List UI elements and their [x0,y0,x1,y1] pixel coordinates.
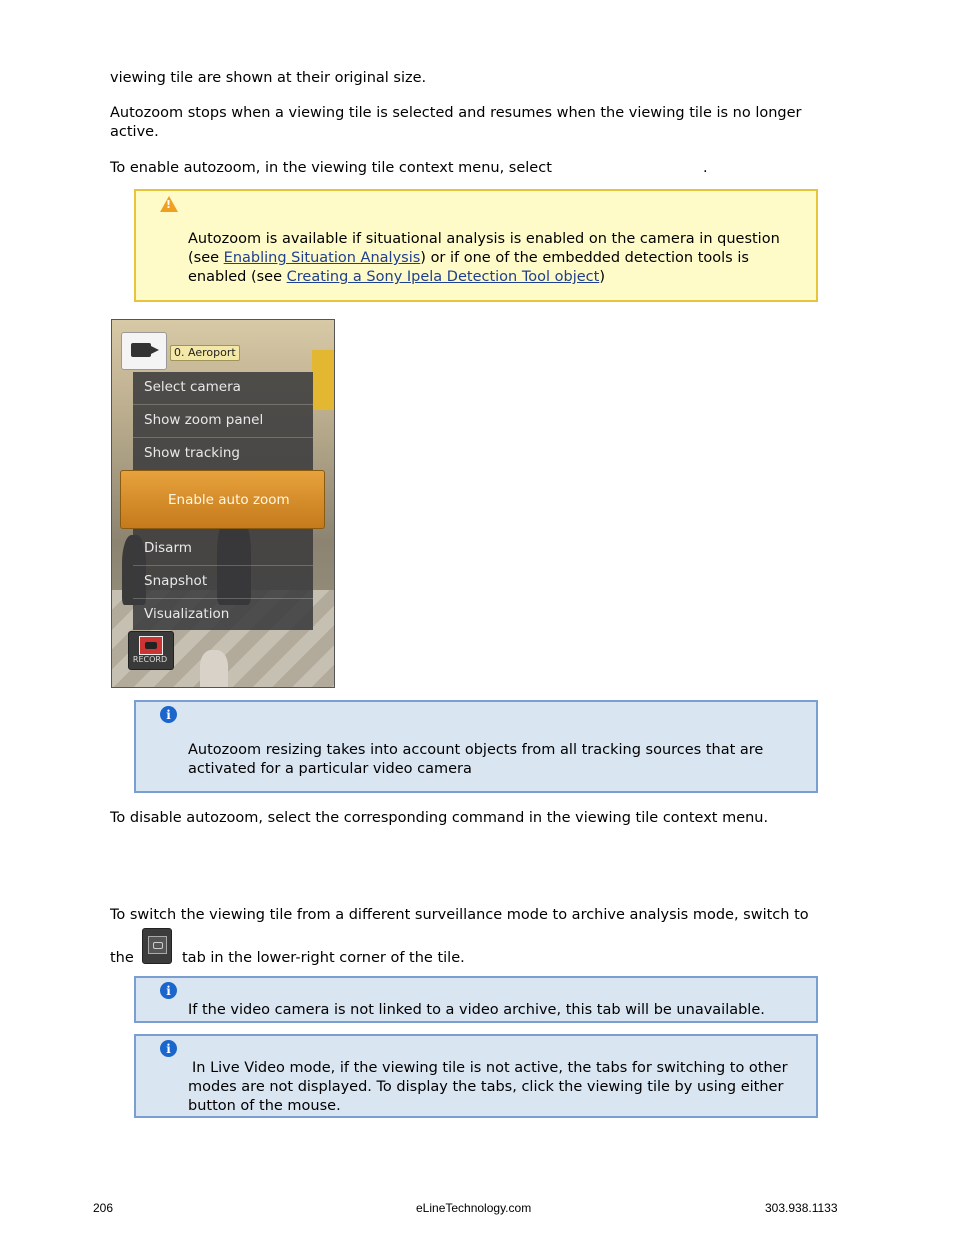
info-icon: i [160,706,177,723]
menu-item-show-zoom-panel[interactable]: Show zoom panel [144,412,264,428]
enable-autozoom-period: . [703,160,708,176]
archive-tab-text-post: tab in the lower-right corner of the tile. [182,950,465,966]
info-icon: i [160,1040,177,1057]
menu-item-select-camera[interactable]: Select camera [144,379,241,395]
menu-item-enable-auto-zoom[interactable]: Enable auto zoom [120,470,325,529]
info-icon: i [160,982,177,999]
note-text-tracking-sources: Autozoom resizing takes into account objects from all tracking sources that are activated for a particular video camera [188,742,764,777]
paragraph-original-size: viewing tile are shown at their original size. [110,70,427,86]
warning-icon: ! [160,196,178,212]
warning-text [188,230,796,287]
warning-box [134,189,818,302]
menu-item-visualization[interactable]: Visualization [144,606,230,622]
footer-phone: 303.938.1133 [765,1201,838,1215]
context-menu-screenshot [111,319,335,688]
menu-item-snapshot[interactable]: Snapshot [144,573,208,589]
warning-text-2: ) or if one of the embedded detection tools is enabled (see [188,250,749,285]
link-creating-sony-ipela-detection-tool[interactable]: Creating a Sony Ipela Detection Tool object [286,269,600,285]
paragraph-enable-autozoom [110,159,830,178]
record-button[interactable] [128,631,174,670]
warning-text-1: Autozoom is available if situational analysis is enabled on the camera in question (see [188,231,780,266]
menu-item-show-tracking[interactable]: Show tracking [144,445,240,461]
record-label: RECORD [132,655,168,664]
paragraph-autozoom-stops: Autozoom stops when a viewing tile is selected and resumes when the viewing tile is no longer active. [110,105,802,140]
archive-tab-text-pre: the [110,950,134,966]
note-box-live-video [134,1034,818,1118]
warning-text-3: ) [599,269,605,285]
paragraph-switch-archive: To switch the viewing tile from a different surveillance mode to archive analysis mode, switch to [110,907,809,923]
footer-website: eLineTechnology.com [416,1201,532,1215]
paragraph-disable-autozoom: To disable autozoom, select the corresponding command in the viewing tile context menu. [110,810,769,826]
menu-item-disarm[interactable]: Disarm [144,540,192,556]
camera-icon[interactable] [121,332,167,370]
note-box-no-archive [134,976,818,1023]
paragraph-archive-tab [110,949,830,968]
archive-tab-icon [142,928,172,964]
note-text-no-archive: If the video camera is not linked to a video archive, this tab will be unavailable. [188,1002,765,1018]
link-enabling-situation-analysis[interactable]: Enabling Situation Analysis [223,250,421,266]
record-icon [139,636,163,655]
camera-name-label: 0. Aeroport [170,345,240,361]
note-box-tracking-sources [134,700,818,793]
enable-autozoom-text: To enable autozoom, in the viewing tile context menu, select [110,160,552,176]
note-text-live-video: In Live Video mode, if the viewing tile is not active, the tabs for switching to other modes are not displayed. To display the tabs, click the viewing tile by using either button of the mouse. [188,1060,788,1114]
footer-page-number: 206 [93,1201,114,1215]
